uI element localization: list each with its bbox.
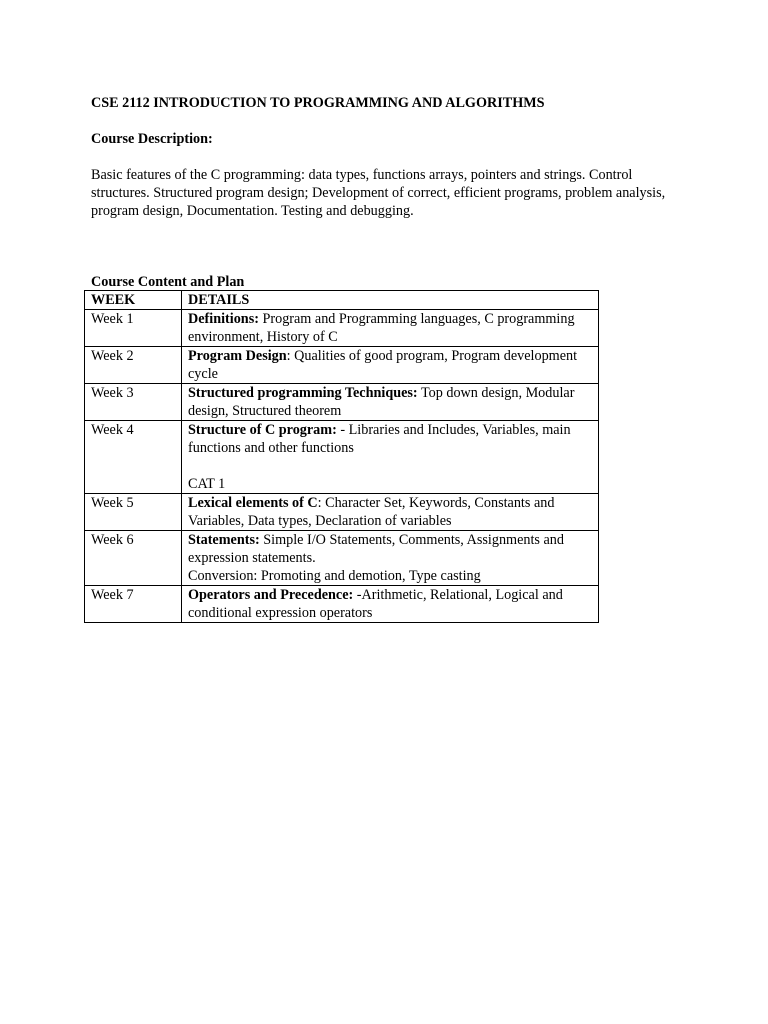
details-text bbox=[188, 494, 592, 530]
details-cell bbox=[182, 347, 599, 384]
details-extra-line: Conversion: Promoting and demotion, Type casting bbox=[188, 568, 481, 584]
week-cell: Week 2 bbox=[85, 347, 182, 384]
topic-description: Top down design, Modular design, Structured theorem bbox=[188, 385, 575, 419]
topic-description: : Qualities of good program, Program development cycle bbox=[188, 348, 578, 382]
table-row bbox=[85, 531, 599, 586]
table-row bbox=[85, 347, 599, 384]
topic-label: Definitions: bbox=[188, 311, 259, 327]
details-text bbox=[188, 384, 592, 420]
course-title: CSE 2112 INTRODUCTION TO PROGRAMMING AND ALGORITHMS bbox=[91, 95, 545, 111]
topic-label: Structure of C program: bbox=[188, 422, 337, 438]
details-extra-line: CAT 1 bbox=[188, 476, 226, 492]
header-details: DETAILS bbox=[182, 291, 599, 310]
details-cell bbox=[182, 531, 599, 586]
week-cell: Week 7 bbox=[85, 586, 182, 623]
details-cell bbox=[182, 421, 599, 494]
topic-description: Program and Programming languages, C programming environment, History of C bbox=[188, 311, 575, 345]
week-cell: Week 6 bbox=[85, 531, 182, 586]
details-text bbox=[188, 347, 592, 383]
table-row bbox=[85, 586, 599, 623]
table-row bbox=[85, 310, 599, 347]
header-week: WEEK bbox=[85, 291, 182, 310]
topic-description: Simple I/O Statements, Comments, Assignments and expression statements. bbox=[188, 532, 564, 566]
table-row bbox=[85, 384, 599, 421]
topic-description: - Libraries and Includes, Variables, main functions and other functions bbox=[188, 422, 571, 456]
table-row bbox=[85, 421, 599, 494]
course-plan-table bbox=[84, 290, 599, 623]
week-cell: Week 4 bbox=[85, 421, 182, 494]
topic-label: Program Design bbox=[188, 348, 287, 364]
details-cell bbox=[182, 310, 599, 347]
details-cell bbox=[182, 494, 599, 531]
line-spacer bbox=[188, 457, 592, 475]
week-cell: Week 5 bbox=[85, 494, 182, 531]
topic-label: Lexical elements of C bbox=[188, 495, 318, 511]
topic-label: Operators and Precedence: bbox=[188, 587, 354, 603]
details-text bbox=[188, 586, 592, 622]
details-text bbox=[188, 531, 592, 567]
topic-label: Statements: bbox=[188, 532, 260, 548]
description-heading: Course Description: bbox=[91, 131, 213, 147]
table-caption: Course Content and Plan bbox=[91, 274, 245, 290]
topic-description: : Character Set, Keywords, Constants and Variables, Data types, Declaration of variables bbox=[188, 495, 555, 529]
details-cell bbox=[182, 586, 599, 623]
topic-label: Structured programming Techniques: bbox=[188, 385, 418, 401]
week-cell: Week 1 bbox=[85, 310, 182, 347]
details-cell bbox=[182, 384, 599, 421]
table-row bbox=[85, 494, 599, 531]
details-text bbox=[188, 310, 592, 346]
description-body: Basic features of the C programming: data types, functions arrays, pointers and strings. Control structures. Structured program design; Development of correct, efficient programs, problem analysis, program design, Documentation. Testing and debugging. bbox=[91, 167, 666, 219]
details-text bbox=[188, 421, 592, 457]
topic-description: -Arithmetic, Relational, Logical and conditional expression operators bbox=[188, 587, 563, 621]
table-header-row bbox=[85, 291, 599, 310]
week-cell: Week 3 bbox=[85, 384, 182, 421]
table-body bbox=[85, 310, 599, 623]
